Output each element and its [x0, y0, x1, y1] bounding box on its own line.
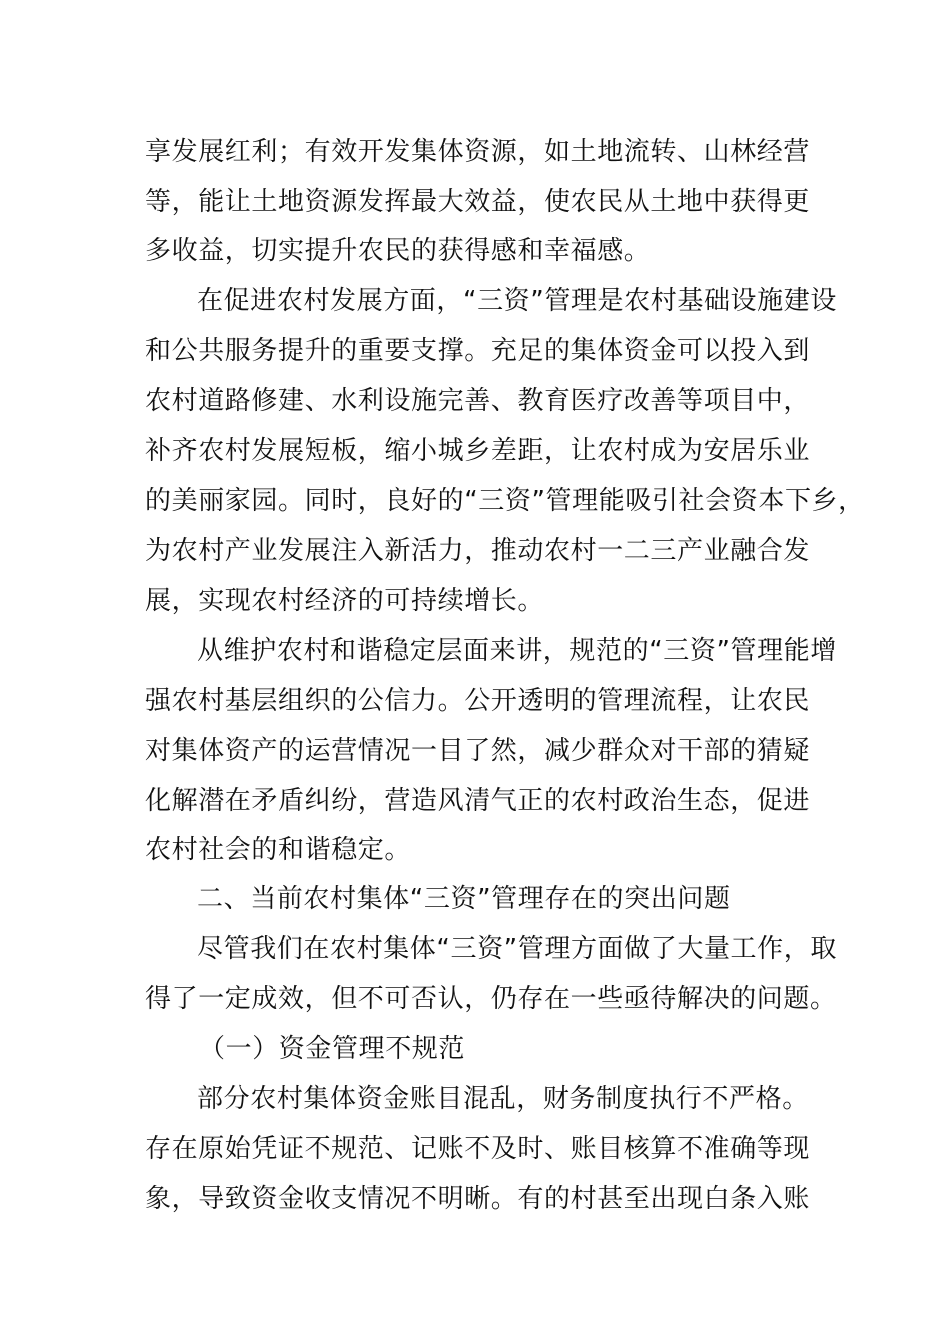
paragraph-line: 强农村基层组织的公信力。公开透明的管理流程，让农民: [145, 686, 811, 716]
paragraph-line: 从维护农村和谐稳定层面来讲，规范的“三资”管理能增: [197, 636, 837, 666]
paragraph-line: 农村道路修建、水利设施完善、教育医疗改善等项目中，: [145, 386, 811, 416]
paragraph-line: 得了一定成效，但不可否认，仍存在一些亟待解决的问题。: [145, 984, 837, 1014]
subsection-heading: （一）资金管理不规范: [199, 1034, 466, 1064]
paragraph-line: 在促进农村发展方面，“三资”管理是农村基础设施建设: [197, 286, 837, 316]
paragraph-line: 多收益，切实提升农民的获得感和幸福感。: [145, 236, 651, 266]
paragraph-line: 化解潜在矛盾纠纷，营造风清气正的农村政治生态，促进: [145, 786, 811, 816]
section-heading: 二、当前农村集体“三资”管理存在的突出问题: [197, 884, 731, 914]
paragraph-line: 展，实现农村经济的可持续增长。: [145, 586, 545, 616]
paragraph-line: 和公共服务提升的重要支撑。充足的集体资金可以投入到: [145, 336, 811, 366]
paragraph-line: 补齐农村发展短板，缩小城乡差距，让农村成为安居乐业: [145, 436, 811, 466]
paragraph-line: 象，导致资金收支情况不明晰。有的村甚至出现白条入账: [145, 1184, 811, 1214]
paragraph-line: 存在原始凭证不规范、记账不及时、账目核算不准确等现: [145, 1134, 811, 1164]
paragraph-line: 享发展红利；有效开发集体资源，如土地流转、山林经营: [145, 137, 811, 167]
paragraph-line: 等，能让土地资源发挥最大效益，使农民从土地中获得更: [145, 187, 811, 217]
paragraph-line: 农村社会的和谐稳定。: [145, 835, 412, 865]
paragraph-line: 对集体资产的运营情况一目了然，减少群众对干部的猜疑: [145, 736, 811, 766]
paragraph-line: 为农村产业发展注入新活力，推动农村一二三产业融合发: [145, 536, 811, 566]
paragraph-line: 部分农村集体资金账目混乱，财务制度执行不严格。: [197, 1084, 809, 1114]
paragraph-line: 的美丽家园。同时，良好的“三资”管理能吸引社会资本下乡，: [145, 486, 865, 516]
paragraph-line: 尽管我们在农村集体“三资”管理方面做了大量工作，取: [197, 934, 837, 964]
